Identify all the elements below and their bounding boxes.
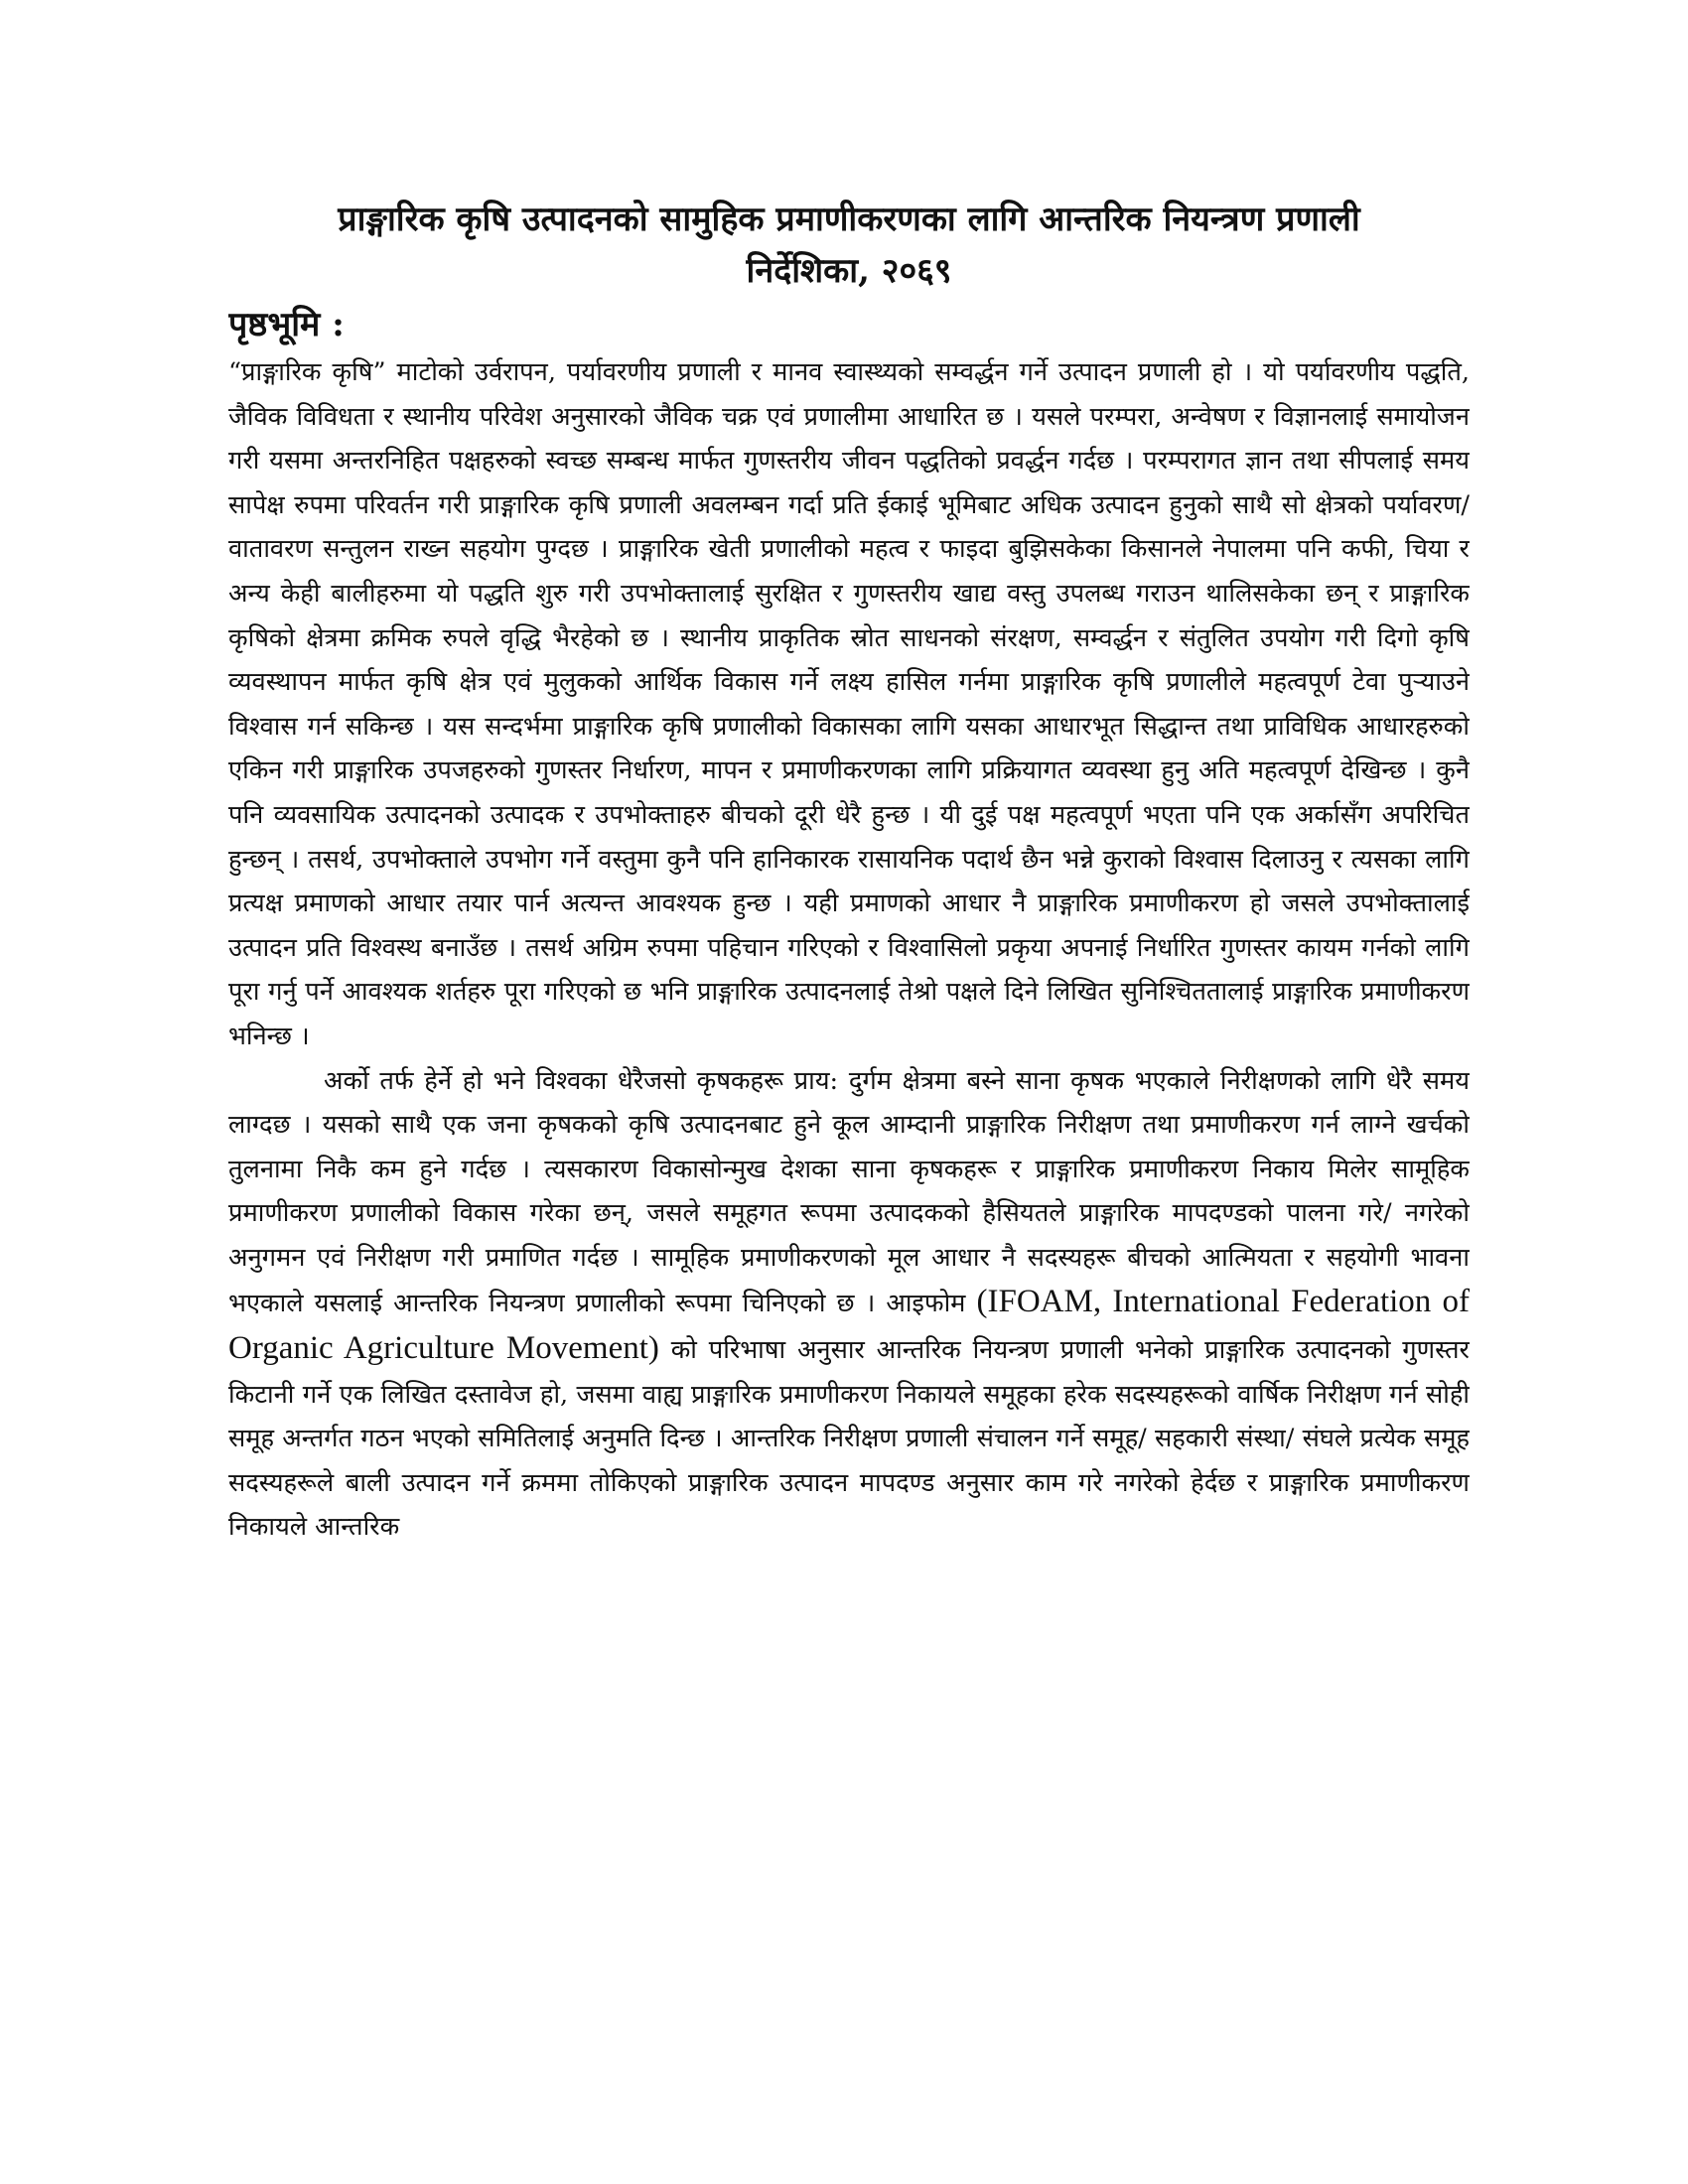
document-title-line2: निर्देशिका, २०६९ [746, 251, 952, 291]
document-title [228, 194, 1470, 297]
section-heading-background: पृष्ठभूमि : [228, 305, 345, 344]
paragraph-text-part2: को परिभाषा अनुसार आन्तरिक नियन्त्रण प्रणाली भनेको प्राङ्गारिक उत्पादनको गुणस्तर किटानी गर्ने एक लिखित दस्तावेज हो, जसमा वाह्य प्राङ्गारिक प्रमाणीकरण निकायले समूहका हरेक सदस्यहरूको वार्षिक निरीक्षण गर्न सोही समूह अन्तर्गत गठन भएको समितिलाई अनुमति दिन्छ । आन्तरिक निरीक्षण प्रणाली संचालन गर्ने समूह/ सहकारी संस्था/ संघले प्रत्येक समूह सदस्यहरूले बाली उत्पादन गर्ने क्रममा तोकिएको प्राङ्गारिक उत्पादन मापदण्ड अनुसार काम गरे नगरेको हेर्दछ र प्राङ्गारिक प्रमाणीकरण निकायले आन्तरिक [228, 1335, 1470, 1543]
paragraph-text-part1: अर्को तर्फ हेर्ने हो भने विश्वका धेरैजसो कृषकहरू प्राय: दुर्गम क्षेत्रमा बस्ने साना कृषक भएकाले निरीक्षणको लागि धेरै समय लाग्दछ । यसको साथै एक जना कृषकको कृषि उत्पादनबाट हुने कूल आम्दानी प्राङ्गारिक निरीक्षण तथा प्रमाणीकरण गर्न लाग्ने खर्चको तुलनामा निकै कम हुने गर्दछ । त्यसकारण विकासोन्मुख देशका साना कृषकहरू र प्राङ्गारिक प्रमाणीकरण निकाय मिलेर सामूहिक प्रमाणीकरण प्रणालीको विकास गरेका छन्, जसले समूहगत रूपमा उत्पादकको हैसियतले प्राङ्गारिक मापदण्डको पालना गरे/ नगरेको अनुगमन एवं निरीक्षण गरी प्रमाणित गर्दछ । सामूहिक प्रमाणीकरणको मूल आधार नै सदस्यहरू बीचको आत्मियता र सहयोगी भावना भएकाले यसलाई आन्तरिक नियन्त्रण प्रणालीको रूपमा चिनिएको छ । आइफोम [228, 1065, 1470, 1319]
ifoam-fullname: (IFOAM, International Federation of Organic Agriculture Movement) [228, 1284, 1470, 1367]
paragraph-group-certification [228, 1059, 1470, 1551]
paragraph-organic-farming-intro: “प्राङ्गारिक कृषि” माटोको उर्वरापन, पर्यावरणीय प्रणाली र मानव स्वास्थ्यको सम्वर्द्धन गर्ने उत्पादन प्रणाली हो । यो पर्यावरणीय पद्धति, जैविक विविधता र स्थानीय परिवेश अनुसारको जैविक चक्र एवं प्रणालीमा आधारित छ । यसले परम्परा, अन्वेषण र विज्ञानलाई समायोजन गरी यसमा अन्तरनिहित पक्षहरुको स्वच्छ सम्बन्ध मार्फत गुणस्तरीय जीवन पद्धतिको प्रवर्द्धन गर्दछ । परम्परागत ज्ञान तथा सीपलाई समय सापेक्ष रुपमा परिवर्तन गरी प्राङ्गारिक कृषि प्रणाली अवलम्बन गर्दा प्रति ईकाई भूमिबाट अधिक उत्पादन हुनुको साथै सो क्षेत्रको पर्यावरण/वातावरण सन्तुलन राख्न सहयोग पुग्दछ । प्राङ्गारिक खेती प्रणालीको महत्व र फाइदा बुझिसकेका किसानले नेपालमा पनि कफी, चिया र अन्य केही बालीहरुमा यो पद्धति शुरु गरी उपभोक्तालाई सुरक्षित र गुणस्तरीय खाद्य वस्तु उपलब्ध गराउन थालिसकेका छन् र प्राङ्गारिक कृषिको क्षेत्रमा क्रमिक रुपले वृद्धि भैरहेको छ । स्थानीय प्राकृतिक स्रोत साधनको संरक्षण, सम्वर्द्धन र संतुलित उपयोग गरी दिगो कृषि व्यवस्थापन मार्फत कृषि क्षेत्र एवं मुलुकको आर्थिक विकास गर्ने लक्ष्य हासिल गर्नमा प्राङ्गारिक कृषि प्रणालीले महत्वपूर्ण टेवा पुर्‍याउने विश्वास गर्न सकिन्छ । यस सन्दर्भमा प्राङ्गारिक कृषि प्रणालीको विकासका लागि यसका आधारभूत सिद्धान्त तथा प्राविधिक आधारहरुको एकिन गरी प्राङ्गारिक उपजहरुको गुणस्तर निर्धारण, मापन र प्रमाणीकरणका लागि प्रक्रियागत व्यवस्था हुनु अति महत्वपूर्ण देखिन्छ । कुनै पनि व्यवसायिक उत्पादनको उत्पादक र उपभोक्ताहरु बीचको दूरी धेरै हुन्छ । यी दुई पक्ष महत्वपूर्ण भएता पनि एक अर्कासँग अपरिचित हुन्छन् । तसर्थ, उपभोक्ताले उपभोग गर्ने वस्तुमा कुनै पनि हानिकारक रासायनिक पदार्थ छैन भन्ने कुराको विश्वास दिलाउनु र त्यसका लागि प्रत्यक्ष प्रमाणको आधार तयार पार्न अत्यन्त आवश्यक हुन्छ । यही प्रमाणको आधार नै प्राङ्गारिक प्रमाणीकरण हो जसले उपभोक्तालाई उत्पादन प्रति विश्वस्थ बनाउँछ । तसर्थ अग्रिम रुपमा पहिचान गरिएको र विश्वासिलो प्रकृया अपनाई निर्धारित गुणस्तर कायम गर्नको लागि पूरा गर्नु पर्ने आवश्यक शर्तहरु पूरा गरिएको छ भनि प्राङ्गारिक उत्पादनलाई तेश्रो पक्षले दिने लिखित सुनिश्चिततालाई प्राङ्गारिक प्रमाणीकरण भनिन्छ । [228, 357, 1470, 1051]
document-page [228, 194, 1470, 2080]
document-title-line1: प्राङ्गारिक कृषि उत्पादनको सामुहिक प्रमाणीकरणका लागि आन्तरिक नियन्त्रण प्रणाली [338, 200, 1360, 239]
